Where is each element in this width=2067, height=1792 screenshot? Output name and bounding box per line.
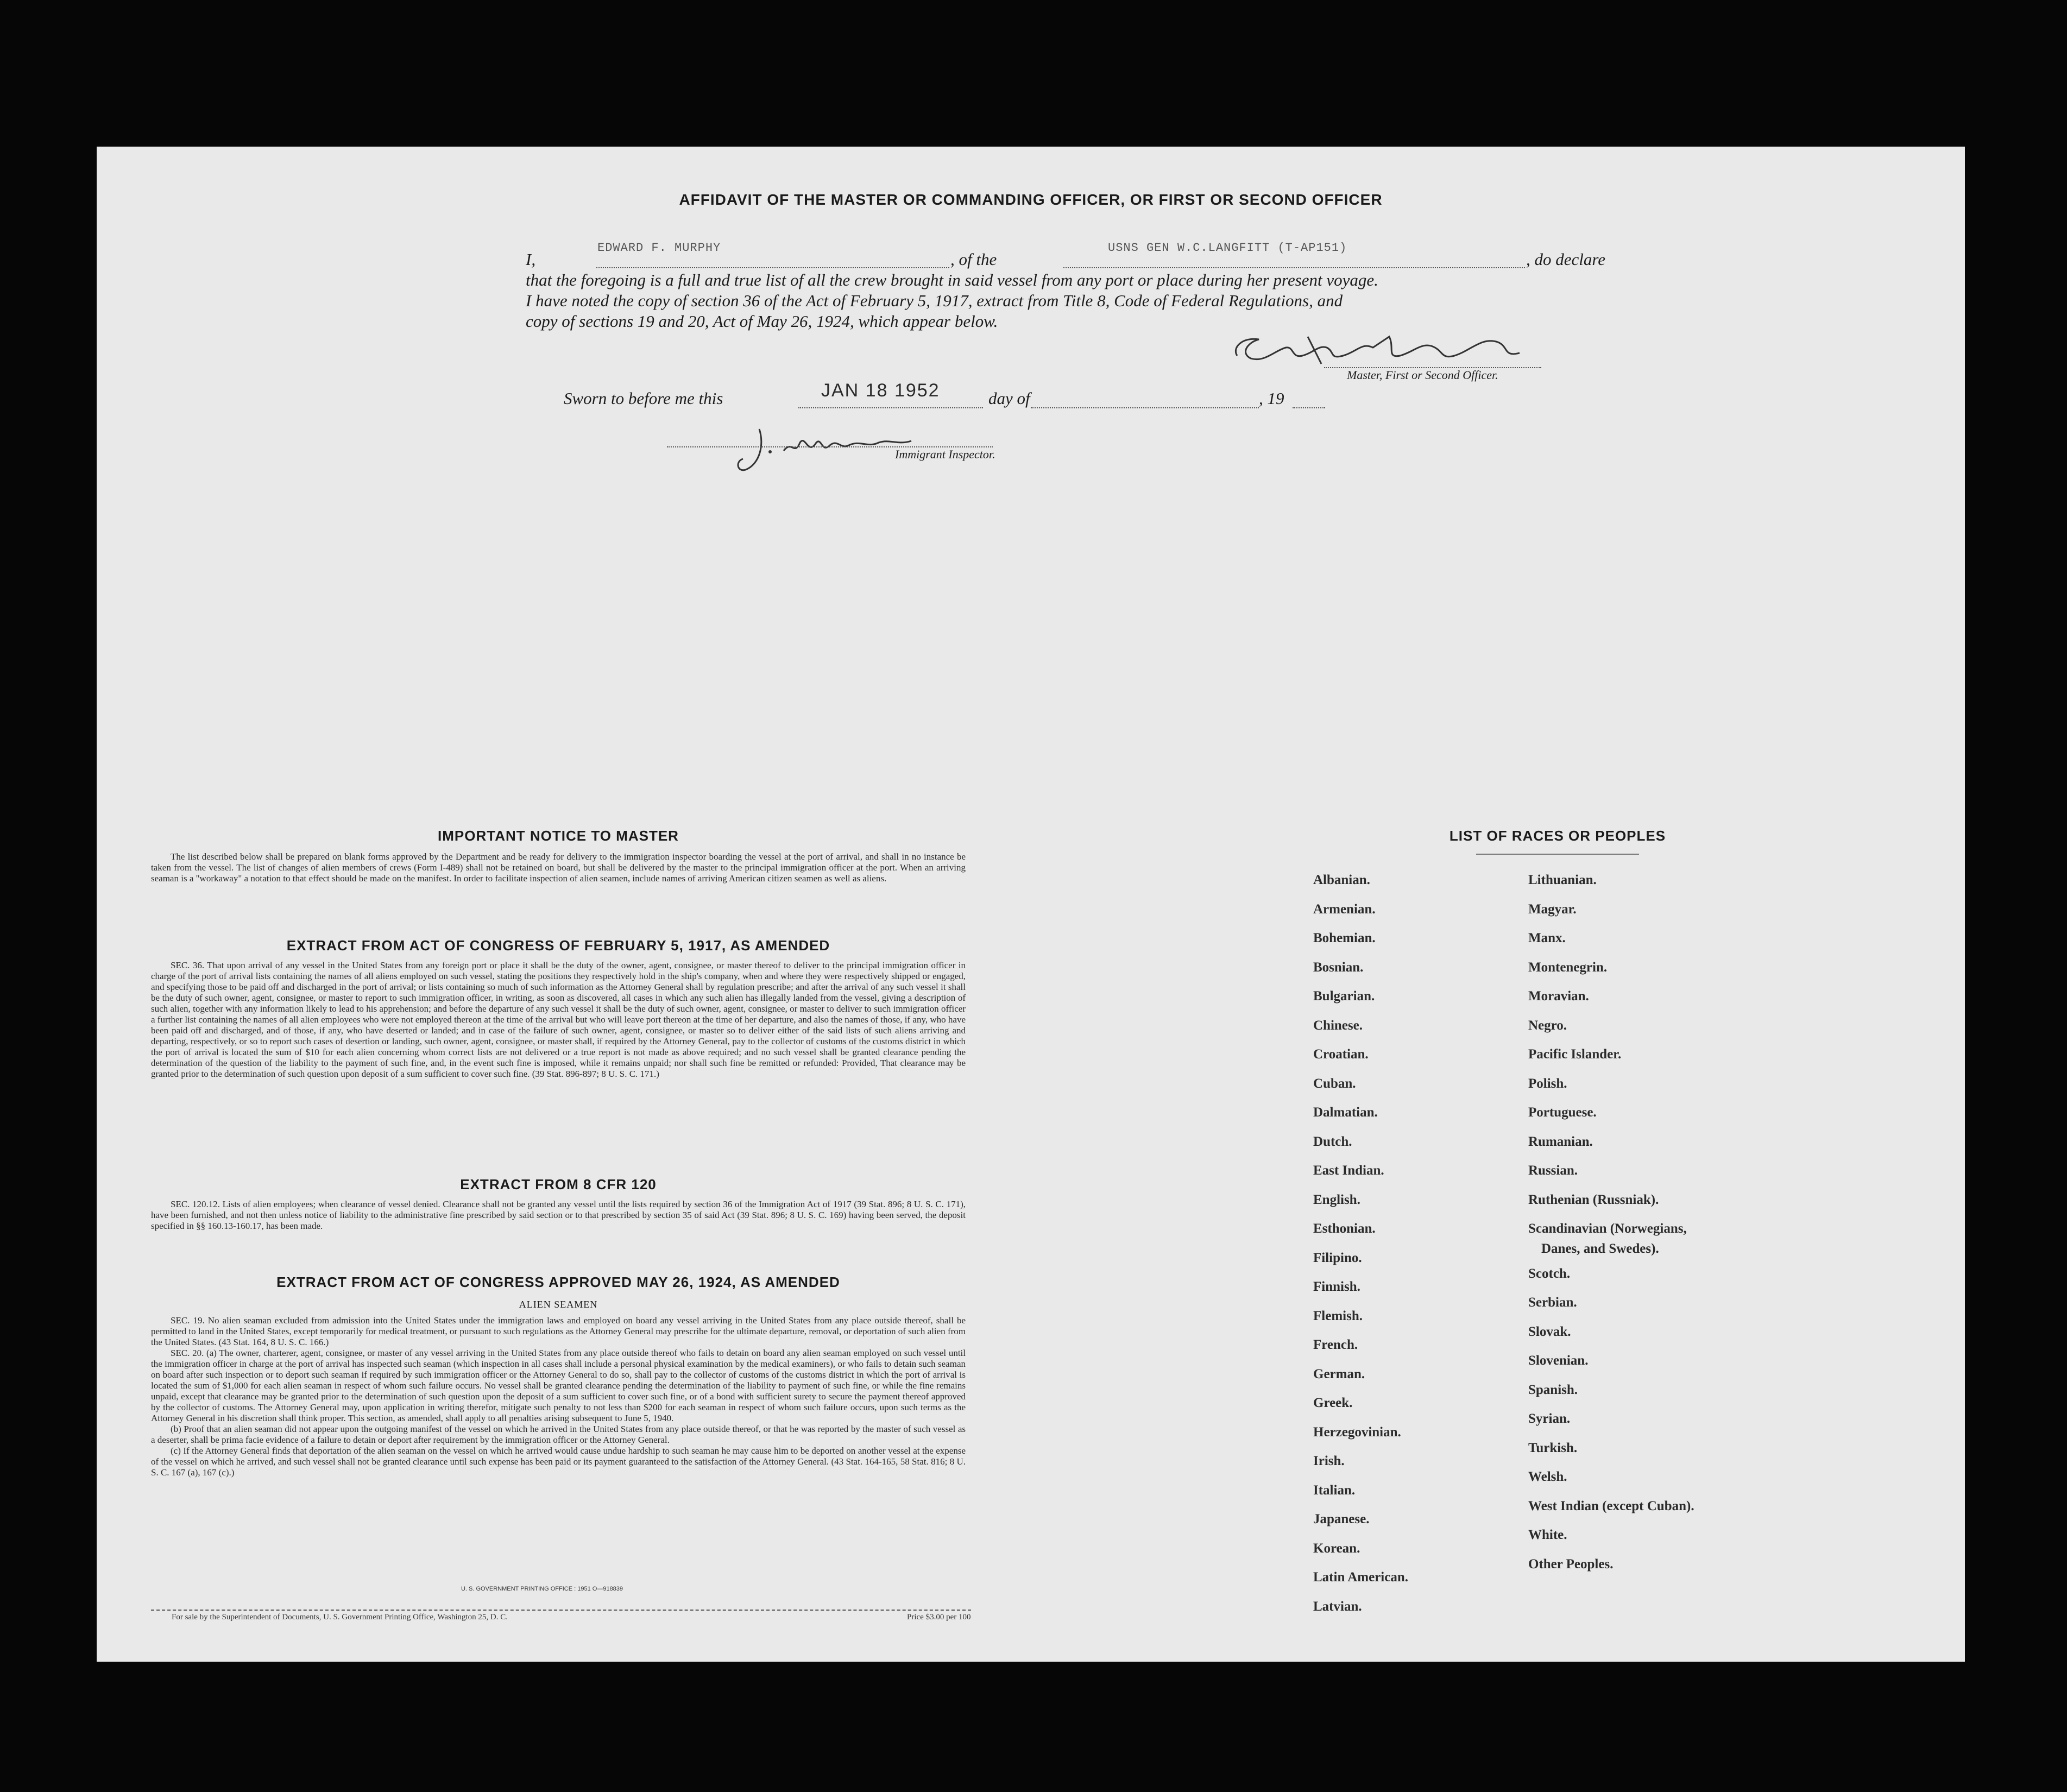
day-of-label: day of <box>988 389 1030 408</box>
race-item: Serbian. <box>1528 1295 1577 1310</box>
sworn-date-stamp: JAN 18 1952 <box>821 380 940 401</box>
race-item: German. <box>1313 1366 1365 1381</box>
vessel-name-value: USNS GEN W.C.LANGFITT (T-AP151) <box>1108 241 1347 255</box>
for-sale-note: For sale by the Superintendent of Documents, U. S. Government Printing Office, Washington 25, D. C. <box>172 1613 508 1621</box>
race-item: Bohemian. <box>1313 931 1376 945</box>
sworn-label: Sworn to before me this <box>564 389 723 408</box>
do-declare-label: , do declare <box>1526 250 1606 269</box>
race-item: Welsh. <box>1528 1469 1567 1485</box>
race-item: Pacific Islander. <box>1528 1047 1622 1062</box>
inspector-caption: Immigrant Inspector. <box>895 447 995 461</box>
extract-1924-paragraph: SEC. 20. (a) The owner, charterer, agent, consignee, or master of any vessel arriving in the United States from any place outside thereof who fails to detain on board any alien seaman employed on such vessel until the immigration officer in charge at the port of arrival has inspected such seaman (which inspection in all cases shall include a personal physical examination by the medical examiners), or who fails to detain such seaman on board after such inspection or to deport such seaman if required by such immigration officer or the Attorney General to do so, shall pay to the collector of customs of the customs district in which the port of arrival is located the sum of $1,000 for each alien seaman in respect of whom such failure occurs. No vessel shall be granted clearance pending the determination of the liability to payment of such fine, or while the fine remains unpaid, except that clearance may be granted prior to the determination of such question upon the deposit of a sum sufficient to cover such fine, or of a bond with sufficient surety to secure the payment thereof approved by the collector of customs. The Attorney General may, upon application in writing therefor, mitigate such penalty to not less than $200 for each seaman in respect of whom such failure occurs, upon such terms as the Attorney General in his discretion shall think proper. This section, as amended, shall apply to all penalties arising subsequent to June 5, 1940. <box>151 1348 966 1423</box>
affidavit-line-3: copy of sections 19 and 20, Act of May 26, 1924, which appear below. <box>526 312 998 331</box>
race-item: Turkish. <box>1528 1440 1578 1455</box>
race-item: Slovak. <box>1528 1324 1571 1339</box>
affidavit-line-2: I have noted the copy of section 36 of the Act of February 5, 1917, extract from Title 8, Code of Federal Regulations, and <box>526 291 1343 310</box>
extract-1917-title: EXTRACT FROM ACT OF CONGRESS OF FEBRUARY 5, 1917, AS AMENDED <box>286 937 830 954</box>
sworn-date-line <box>798 407 983 408</box>
race-item: West Indian (except Cuban). <box>1528 1498 1694 1513</box>
race-item: Italian. <box>1313 1482 1356 1498</box>
race-item: White. <box>1528 1528 1567 1543</box>
race-item: Slovenian. <box>1528 1353 1589 1368</box>
race-item: Croatian. <box>1313 1047 1369 1062</box>
race-item: Flemish. <box>1313 1308 1363 1323</box>
races-title: LIST OF RACES OR PEOPLES <box>1449 828 1666 844</box>
race-item: Korean. <box>1313 1541 1360 1556</box>
printing-office-note: U. S. GOVERNMENT PRINTING OFFICE : 1951 O—918839 <box>461 1586 623 1592</box>
race-item: Japanese. <box>1313 1512 1370 1526</box>
extract-cfr-text <box>151 1199 966 1232</box>
extract-1924-paragraph: (c) If the Attorney General finds that deportation of the alien seaman on the vessel on which he arrived would cause undue hardship to such seaman he may cause him to be deported on another vessel at the expense of the vessel on which he arrived, and such vessel shall not be granted clearance until such expense has been paid or its payment guaranteed to the satisfaction of the Attorney General. (43 Stat. 164-165, 58 Stat. 816; 8 U. S. C. 167 (a), 167 (c).) <box>151 1446 966 1478</box>
extract-1924-subtitle: ALIEN SEAMEN <box>519 1299 598 1310</box>
extract-1924-title: EXTRACT FROM ACT OF CONGRESS APPROVED MAY 26, 1924, AS AMENDED <box>276 1274 840 1290</box>
race-item: Russian. <box>1528 1163 1578 1178</box>
form-page <box>97 147 1965 1662</box>
race-item: French. <box>1313 1337 1358 1352</box>
master-signature <box>1226 326 1530 369</box>
notice-paragraph: The list described below shall be prepared on blank forms approved by the Department and be ready for delivery to the immigration inspector boarding the vessel at the port of arrival, and shall in no instance be taken from the vessel. The list of changes of alien members of crews (Form I-489) shall not be retained on board, but shall be delivered by the master to the principal immigration officer at the port. When an arriving seaman is a "workaway" a notation to that effect should be made on the manifest. In order to facilitate inspection of alien seamen, include names of arriving American citizen seamen as well as aliens. <box>151 851 966 884</box>
race-item: Ruthenian (Russniak). <box>1528 1192 1659 1207</box>
race-item: Lithuanian. <box>1528 873 1597 887</box>
extract-1924-text <box>151 1315 966 1478</box>
race-item: Chinese. <box>1313 1018 1363 1033</box>
extract-1917-text <box>151 960 966 1080</box>
extract-1924-paragraph: SEC. 19. No alien seaman excluded from admission into the United States under the immigration laws and employed on board any vessel arriving in the United States from any place outside thereof, shall be permitted to land in the United States, except temporarily for medical treatment, or pursuant to such regulations as the Attorney General may prescribe for the ultimate departure, removal, or deportation of such alien from the United States. (43 Stat. 164, 8 U. S. C. 166.) <box>151 1315 966 1347</box>
race-item: Spanish. <box>1528 1382 1578 1397</box>
race-item: East Indian. <box>1313 1163 1384 1178</box>
notice-title: IMPORTANT NOTICE TO MASTER <box>438 828 679 844</box>
extract-1924-paragraph: (b) Proof that an alien seaman did not appear upon the outgoing manifest of the vessel on which he arrived in the United States from any place outside thereof, or that he was reported by the master of such vessel as a deserter, shall be prima facie evidence of a failure to detain or deport after requirement by the immigration officer or the Attorney General. <box>151 1424 966 1445</box>
affidavit-i-label: I, <box>526 250 536 269</box>
race-item: Armenian. <box>1313 901 1376 917</box>
race-item: Dalmatian. <box>1313 1105 1378 1120</box>
race-item: Greek. <box>1313 1396 1353 1410</box>
race-item: Magyar. <box>1528 901 1577 917</box>
race-item: Dutch. <box>1313 1134 1352 1149</box>
race-item: Danes, and Swedes). <box>1541 1241 1659 1256</box>
race-item: Esthonian. <box>1313 1221 1376 1236</box>
race-item: Bulgarian. <box>1313 989 1375 1004</box>
race-item: Finnish. <box>1313 1279 1360 1294</box>
race-item: Moravian. <box>1528 989 1589 1004</box>
race-item: Irish. <box>1313 1454 1345 1468</box>
race-item: Latin American. <box>1313 1570 1408 1585</box>
price-note: Price $3.00 per 100 <box>907 1613 971 1621</box>
race-item: Manx. <box>1528 931 1566 945</box>
race-item: Montenegrin. <box>1528 960 1608 975</box>
master-name-value: EDWARD F. MURPHY <box>597 241 721 255</box>
race-item: Scandinavian (Norwegians, <box>1528 1221 1687 1236</box>
affidavit-title: AFFIDAVIT OF THE MASTER OR COMMANDING OFFICER, OR FIRST OR SECOND OFFICER <box>679 191 1383 208</box>
master-caption: Master, First or Second Officer. <box>1347 368 1498 382</box>
race-item: Negro. <box>1528 1018 1567 1033</box>
race-item: Rumanian. <box>1528 1134 1593 1149</box>
extract-1917-paragraph: SEC. 36. That upon arrival of any vessel in the United States from any foreign port or place it shall be the duty of the owner, agent, consignee, or master thereof to deliver to the principal immigration officer in charge of the port of arrival lists containing the names of all aliens employed on such vessel, stating the positions they respectively hold in the ship's company, when and where they were respectively shipped or engaged, and specifying those to be paid off and discharged in the port of arrival; or lists containing so much of such information as the Attorney General shall by regulation prescribe; and after the arrival of any such vessel it shall be the duty of such owner, agent, consignee, or master to report to such immigration officer, in writing, as soon as discovered, all cases in which any such alien has illegally landed from the vessel, giving a description of such alien, together with any information likely to lead to his apprehension; and before the departure of any such vessel it shall be the duty of such owner, agent, consignee, or master to deliver to such immigration officer a further list containing the names of all alien employees who were not employed thereon at the time of the arrival but who will leave port thereon at the time of her departure, and also the names of those, if any, who have been paid off and discharged, and of those, if any, who have deserted or landed; and in case of the failure of such owner, agent, consignee, or master so to deliver either of the said lists of such aliens arriving and departing, respectively, or so to report such cases of desertion or landing, such owner, agent, consignee, or master shall, if required by the Attorney General, pay to the collector of customs of the customs district in which the port of arrival is located the sum of $10 for each alien concerning whom correct lists are not delivered or a true report is not made as above required; and no such vessel shall be granted clearance pending the determination of the question of the liability to the payment of such fine, and, in the event such fine is imposed, while it remains unpaid; nor shall such fine be remitted or refunded: Provided, That clearance may be granted prior to the determination of such question upon deposit of a sum sufficient to cover such fine. (39 Stat. 896-897; 8 U. S. C. 171.) <box>151 960 966 1079</box>
race-item: Polish. <box>1528 1076 1567 1091</box>
vessel-name-line <box>1063 267 1525 268</box>
year-label: , 19 <box>1259 389 1284 408</box>
race-item: Filipino. <box>1313 1250 1362 1265</box>
extract-cfr-paragraph: SEC. 120.12. Lists of alien employees; when clearance of vessel denied. Clearance shall not be granted any vessel until the lists required by section 36 of the Immigration Act of 1917 (39 Stat. 896; 8 U. S. C. 171), have been furnished, and not then unless notice of liability to the administrative fine prescribed by said section or to that prescribed by section 35 of said Act (39 Stat. 896; 8 U. S. C. 169) having been served, the deposit specified in §§ 160.13-160.17, has been made. <box>151 1199 966 1231</box>
races-title-rule <box>1476 854 1639 855</box>
inspector-signature <box>732 418 917 478</box>
year-line <box>1293 407 1325 408</box>
race-item: Syrian. <box>1528 1411 1571 1427</box>
footer-rule <box>151 1610 971 1611</box>
race-item: Bosnian. <box>1313 960 1364 975</box>
race-item: Scotch. <box>1528 1266 1571 1281</box>
affidavit-line-1: that the foregoing is a full and true list of all the crew brought in said vessel from any port or place during her present voyage. <box>526 270 1378 289</box>
race-item: Other Peoples. <box>1528 1556 1614 1572</box>
race-item: Latvian. <box>1313 1599 1362 1614</box>
of-the-label: , of the <box>950 250 997 269</box>
race-item: Albanian. <box>1313 873 1370 887</box>
race-item: Herzegovinian. <box>1313 1424 1401 1440</box>
race-item: Cuban. <box>1313 1076 1356 1091</box>
race-item: Portuguese. <box>1528 1105 1597 1120</box>
month-line <box>1031 407 1259 408</box>
notice-text <box>151 851 966 884</box>
race-item: English. <box>1313 1192 1360 1207</box>
extract-cfr-title: EXTRACT FROM 8 CFR 120 <box>460 1176 657 1192</box>
master-name-line <box>596 267 949 268</box>
